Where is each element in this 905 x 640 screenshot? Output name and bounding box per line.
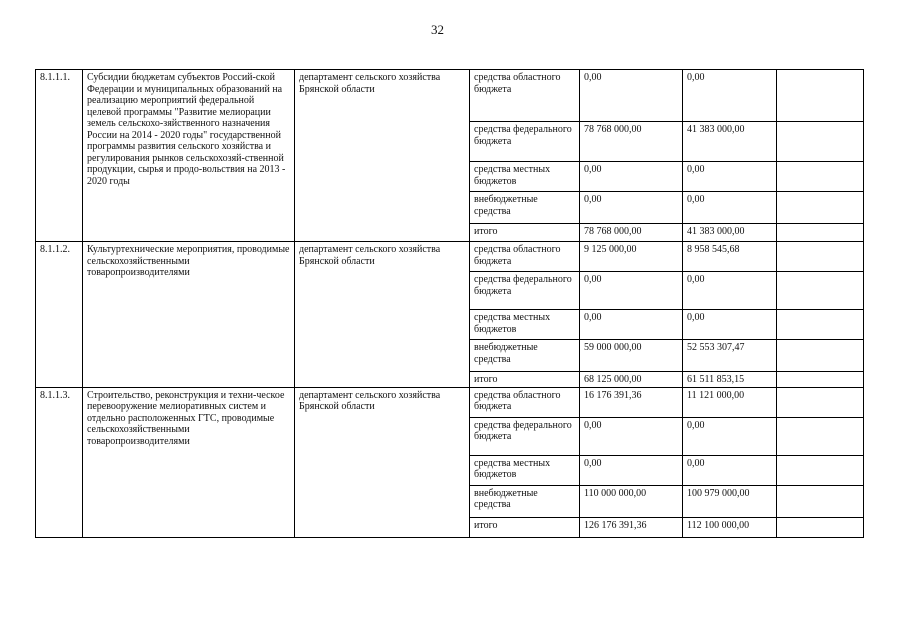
- value-actual: 61 511 853,15: [683, 372, 777, 388]
- value-actual: 0,00: [683, 417, 777, 455]
- budget-table: [35, 69, 864, 538]
- budget-table-body: [36, 70, 864, 538]
- value-planned: 126 176 391,36: [580, 517, 683, 537]
- table-row: [36, 70, 864, 122]
- empty-cell: [777, 122, 864, 162]
- funding-source: внебюджетные средства: [470, 192, 580, 224]
- value-actual: 0,00: [683, 310, 777, 340]
- table-row: [36, 387, 864, 417]
- value-planned: 0,00: [580, 272, 683, 310]
- value-planned: 0,00: [580, 70, 683, 122]
- empty-cell: [777, 417, 864, 455]
- measure-executor: департамент сельского хозяйства Брянской области: [295, 387, 470, 537]
- empty-cell: [777, 387, 864, 417]
- funding-source: средства местных бюджетов: [470, 455, 580, 485]
- value-planned: 9 125 000,00: [580, 242, 683, 272]
- value-actual: 0,00: [683, 162, 777, 192]
- value-planned: 0,00: [580, 310, 683, 340]
- value-actual: 41 383 000,00: [683, 122, 777, 162]
- empty-cell: [777, 455, 864, 485]
- funding-source: средства федерального бюджета: [470, 122, 580, 162]
- value-planned: 78 768 000,00: [580, 122, 683, 162]
- empty-cell: [777, 242, 864, 272]
- value-actual: 41 383 000,00: [683, 224, 777, 242]
- empty-cell: [777, 485, 864, 517]
- empty-cell: [777, 272, 864, 310]
- value-planned: 0,00: [580, 455, 683, 485]
- funding-source: итого: [470, 224, 580, 242]
- value-planned: 0,00: [580, 192, 683, 224]
- value-actual: 112 100 000,00: [683, 517, 777, 537]
- funding-source: итого: [470, 372, 580, 388]
- funding-source: итого: [470, 517, 580, 537]
- value-planned: 16 176 391,36: [580, 387, 683, 417]
- funding-source: средства областного бюджета: [470, 387, 580, 417]
- empty-cell: [777, 162, 864, 192]
- funding-source: внебюджетные средства: [470, 340, 580, 372]
- measure-executor: департамент сельского хозяйства Брянской области: [295, 242, 470, 388]
- funding-source: средства местных бюджетов: [470, 310, 580, 340]
- measure-name: Строительство, реконструкция и техни-ческое перевооружение мелиоративных систем и отдельно расположенных ГТС, проводимые сельскохозяйственными товаропроизводителями: [83, 387, 295, 537]
- measure-name: Субсидии бюджетам субъектов Россий-ской Федерации и муниципальных образований на реализацию мероприятий федеральной целевой программы "Развитие мелиорации земель сельскохо-зяйственного назначения России на 2014 - 2020 годы" государственной программы развития сельского хозяйства и регулирования рынков сельскохозяй-ственной продукции, сырья и продо-вольствия на 2013 - 2020 годы: [83, 70, 295, 242]
- value-actual: 0,00: [683, 192, 777, 224]
- empty-cell: [777, 340, 864, 372]
- measure-executor: департамент сельского хозяйства Брянской области: [295, 70, 470, 242]
- funding-source: внебюджетные средства: [470, 485, 580, 517]
- empty-cell: [777, 517, 864, 537]
- funding-source: средства федерального бюджета: [470, 417, 580, 455]
- table-row: [36, 242, 864, 272]
- value-planned: 110 000 000,00: [580, 485, 683, 517]
- page-number: 32: [431, 22, 444, 37]
- value-actual: 0,00: [683, 455, 777, 485]
- value-actual: 52 553 307,47: [683, 340, 777, 372]
- value-actual: 11 121 000,00: [683, 387, 777, 417]
- empty-cell: [777, 70, 864, 122]
- value-planned: 0,00: [580, 162, 683, 192]
- measure-code: 8.1.1.1.: [36, 70, 83, 242]
- value-actual: 8 958 545,68: [683, 242, 777, 272]
- value-actual: 100 979 000,00: [683, 485, 777, 517]
- empty-cell: [777, 310, 864, 340]
- value-planned: 78 768 000,00: [580, 224, 683, 242]
- measure-name: Культуртехнические мероприятия, проводимые сельскохозяйственными товаропроизводителями: [83, 242, 295, 388]
- value-actual: 0,00: [683, 70, 777, 122]
- measure-code: 8.1.1.3.: [36, 387, 83, 537]
- funding-source: средства областного бюджета: [470, 70, 580, 122]
- empty-cell: [777, 224, 864, 242]
- measure-code: 8.1.1.2.: [36, 242, 83, 388]
- funding-source: средства местных бюджетов: [470, 162, 580, 192]
- value-planned: 59 000 000,00: [580, 340, 683, 372]
- funding-source: средства областного бюджета: [470, 242, 580, 272]
- funding-source: средства федерального бюджета: [470, 272, 580, 310]
- empty-cell: [777, 372, 864, 388]
- value-planned: 0,00: [580, 417, 683, 455]
- value-actual: 0,00: [683, 272, 777, 310]
- empty-cell: [777, 192, 864, 224]
- value-planned: 68 125 000,00: [580, 372, 683, 388]
